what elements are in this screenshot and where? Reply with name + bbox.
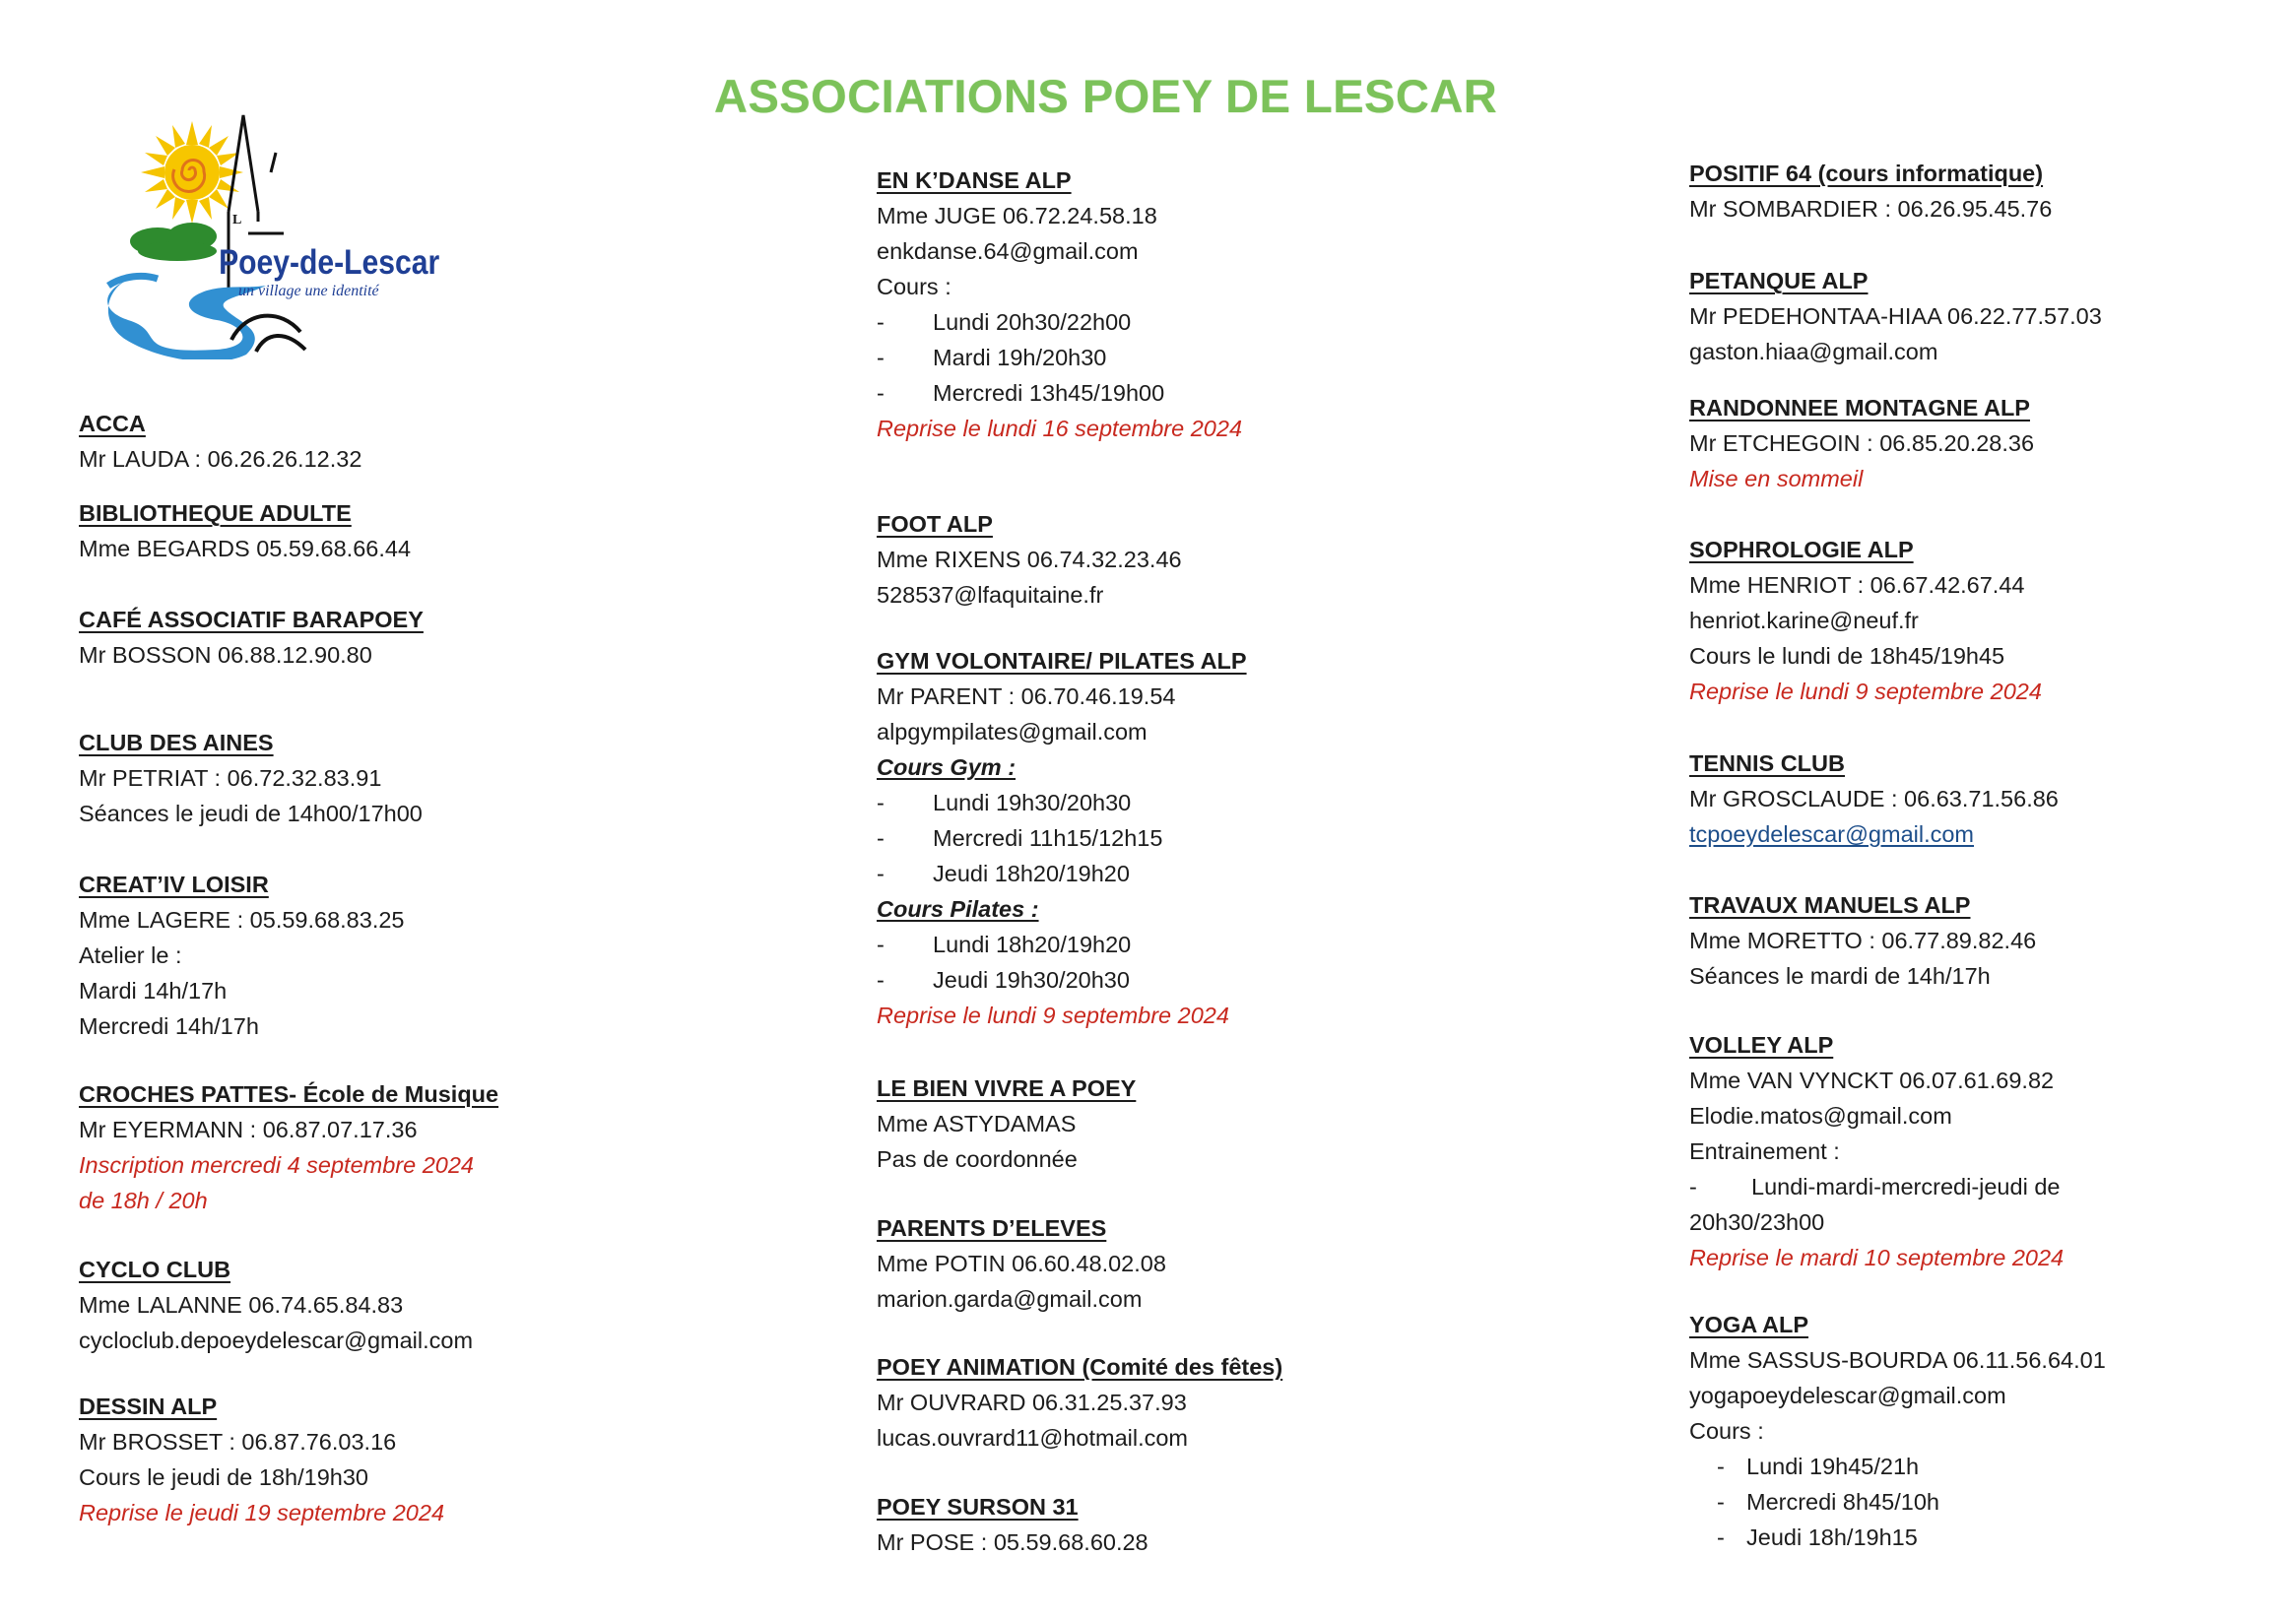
email: alpgympilates@gmail.com — [877, 719, 1148, 745]
contact: Mr ETCHEGOIN : 06.85.20.28.36 — [1689, 430, 2035, 456]
assoc-poey-surson — [877, 1489, 1468, 1560]
contact: Mr GROSCLAUDE : 06.63.71.56.86 — [1689, 786, 2059, 811]
contact: Mme LALANNE 06.74.65.84.83 — [79, 1292, 404, 1318]
schedule-heading: Cours Gym : — [877, 754, 1017, 780]
assoc-name: POEY ANIMATION (Comité des fêtes) — [877, 1354, 1283, 1380]
contact: Mr PETRIAT : 06.72.32.83.91 — [79, 765, 382, 791]
contact: Mr SOMBARDIER : 06.26.95.45.76 — [1689, 196, 2053, 222]
assoc-name: CYCLO CLUB — [79, 1257, 231, 1282]
assoc-petanque — [1689, 263, 2280, 369]
contact: Mr LAUDA : 06.26.26.12.32 — [79, 446, 362, 472]
assoc-name: EN K’DANSE ALP — [877, 167, 1072, 193]
assoc-volley — [1689, 1027, 2280, 1275]
contact: Mme MORETTO : 06.77.89.82.46 — [1689, 928, 2037, 953]
contact: Mme VAN VYNCKT 06.07.61.69.82 — [1689, 1068, 2055, 1093]
assoc-name: PETANQUE ALP — [1689, 268, 1869, 293]
schedule-item: - Mardi 19h/20h30 — [877, 345, 1107, 370]
assoc-name: CLUB DES AINES — [79, 730, 274, 755]
contact: Mme ASTYDAMAS — [877, 1111, 1077, 1136]
assoc-cyclo-club — [79, 1252, 670, 1358]
logo-tagline: un village une identité — [238, 283, 379, 299]
assoc-travaux-manuels — [1689, 887, 2280, 994]
assoc-dessin — [79, 1389, 670, 1530]
assoc-name: LE BIEN VIVRE A POEY — [877, 1075, 1137, 1101]
contact: Mme POTIN 06.60.48.02.08 — [877, 1251, 1166, 1276]
assoc-parents-eleves — [877, 1210, 1468, 1317]
assoc-name: GYM VOLONTAIRE/ PILATES ALP — [877, 648, 1247, 674]
schedule-heading: Entrainement : — [1689, 1138, 1840, 1164]
schedule-item: - Jeudi 18h/19h15 — [1717, 1524, 1918, 1550]
contact: Mr OUVRARD 06.31.25.37.93 — [877, 1390, 1187, 1415]
notice: Reprise le mardi 10 septembre 2024 — [1689, 1245, 2065, 1270]
schedule-item: - Jeudi 18h20/19h20 — [877, 861, 1130, 886]
email-link[interactable]: tcpoeydelescar@gmail.com — [1689, 821, 1974, 847]
assoc-name: ACCA — [79, 411, 146, 436]
email: yogapoeydelescar@gmail.com — [1689, 1383, 2006, 1408]
email: marion.garda@gmail.com — [877, 1286, 1143, 1312]
assoc-name: POSITIF 64 (cours informatique) — [1689, 161, 2044, 186]
schedule-item: - Mercredi 13h45/19h00 — [877, 380, 1165, 406]
email: lucas.ouvrard11@hotmail.com — [877, 1425, 1188, 1451]
assoc-sophrologie — [1689, 532, 2280, 709]
schedule: Séances le mardi de 14h/17h — [1689, 963, 1991, 989]
assoc-name: VOLLEY ALP — [1689, 1032, 1834, 1058]
assoc-cafe — [79, 602, 670, 673]
contact: Mr EYERMANN : 06.87.07.17.36 — [79, 1117, 418, 1142]
contact: Mme SASSUS-BOURDA 06.11.56.64.01 — [1689, 1347, 2106, 1373]
assoc-croches-pattes — [79, 1076, 670, 1218]
assoc-name: CREAT’IV LOISIR — [79, 872, 269, 897]
notice: Reprise le lundi 9 septembre 2024 — [877, 1003, 1229, 1028]
assoc-yoga — [1689, 1307, 2280, 1555]
contact: Mr PEDEHONTAA-HIAA 06.22.77.57.03 — [1689, 303, 2102, 329]
assoc-enk-danse — [877, 162, 1468, 446]
email: gaston.hiaa@gmail.com — [1689, 339, 1938, 364]
contact: Mme HENRIOT : 06.67.42.67.44 — [1689, 572, 2025, 598]
contact: Mr POSE : 05.59.68.60.28 — [877, 1529, 1148, 1555]
schedule-item: - Lundi 20h30/22h00 — [877, 309, 1132, 335]
contact: Mme BEGARDS 05.59.68.66.44 — [79, 536, 412, 561]
schedule-item: - Mercredi 8h45/10h — [1717, 1489, 1939, 1515]
schedule-item: 20h30/23h00 — [1689, 1209, 1825, 1235]
schedule-item: - Lundi 19h30/20h30 — [877, 790, 1132, 815]
assoc-name: TENNIS CLUB — [1689, 750, 1845, 776]
email: Elodie.matos@gmail.com — [1689, 1103, 1952, 1129]
schedule-item: - Lundi 18h20/19h20 — [877, 932, 1132, 957]
assoc-name: CAFÉ ASSOCIATIF BARAPOEY — [79, 607, 424, 632]
schedule: Cours le jeudi de 18h/19h30 — [79, 1464, 368, 1490]
contact-note: Pas de coordonnée — [877, 1146, 1078, 1172]
assoc-positif-64 — [1689, 156, 2280, 227]
assoc-name: SOPHROLOGIE ALP — [1689, 537, 1914, 562]
assoc-name: TRAVAUX MANUELS ALP — [1689, 892, 1971, 918]
assoc-bibliotheque — [79, 495, 670, 566]
assoc-name: POEY SURSON 31 — [877, 1494, 1079, 1520]
assoc-name: FOOT ALP — [877, 511, 993, 537]
assoc-club-des-aines — [79, 725, 670, 831]
email: cycloclub.depoeydelescar@gmail.com — [79, 1328, 474, 1353]
email: henriot.karine@neuf.fr — [1689, 608, 1919, 633]
notice: Reprise le lundi 16 septembre 2024 — [877, 416, 1243, 441]
schedule-item: - Jeudi 19h30/20h30 — [877, 967, 1130, 993]
schedule: Séances le jeudi de 14h00/17h00 — [79, 801, 423, 826]
notice: Reprise le jeudi 19 septembre 2024 — [79, 1500, 445, 1525]
assoc-name: BIBLIOTHEQUE ADULTE — [79, 500, 352, 526]
schedule-heading: Cours : — [1689, 1418, 1764, 1444]
schedule: Mercredi 14h/17h — [79, 1013, 259, 1039]
schedule: Cours le lundi de 18h45/19h45 — [1689, 643, 2005, 669]
schedule-item: - Mercredi 11h15/12h15 — [877, 825, 1163, 851]
assoc-foot — [877, 506, 1468, 613]
assoc-poey-animation — [877, 1349, 1468, 1456]
notice: de 18h / 20h — [79, 1188, 208, 1213]
poey-de-lescar-logo — [98, 113, 488, 359]
page-title: ASSOCIATIONS POEY DE LESCAR — [714, 70, 1498, 122]
contact: Mme JUGE 06.72.24.58.18 — [877, 203, 1157, 228]
assoc-name: CROCHES PATTES- École de Musique — [79, 1081, 499, 1107]
assoc-tennis-club — [1689, 746, 2280, 852]
schedule-heading: Cours : — [877, 274, 951, 299]
contact: Mr PARENT : 06.70.46.19.54 — [877, 683, 1176, 709]
schedule-heading: Cours Pilates : — [877, 896, 1039, 922]
assoc-creativ-loisir — [79, 867, 670, 1044]
notice: Mise en sommeil — [1689, 466, 1864, 491]
email: enkdanse.64@gmail.com — [877, 238, 1139, 264]
schedule-item: - Lundi-mardi-mercredi-jeudi de — [1689, 1174, 2061, 1200]
contact: Mr BROSSET : 06.87.76.03.16 — [79, 1429, 397, 1455]
assoc-gym-pilates — [877, 643, 1468, 1033]
email: 528537@lfaquitaine.fr — [877, 582, 1104, 608]
assoc-bien-vivre — [877, 1070, 1468, 1177]
assoc-name: RANDONNEE MONTAGNE ALP — [1689, 395, 2030, 421]
logo-name: Poey-de-Lescar — [219, 241, 440, 282]
contact: Mme RIXENS 06.74.32.23.46 — [877, 547, 1182, 572]
contact: Mme LAGERE : 05.59.68.83.25 — [79, 907, 405, 933]
schedule-item: - Lundi 19h45/21h — [1717, 1454, 1920, 1479]
schedule: Atelier le : — [79, 942, 182, 968]
assoc-name: DESSIN ALP — [79, 1394, 218, 1419]
contact: Mr BOSSON 06.88.12.90.80 — [79, 642, 372, 668]
notice: Inscription mercredi 4 septembre 2024 — [79, 1152, 475, 1178]
schedule: Mardi 14h/17h — [79, 978, 228, 1004]
assoc-randonnee — [1689, 390, 2280, 496]
assoc-name: YOGA ALP — [1689, 1312, 1808, 1337]
svg-text:L: L — [232, 213, 242, 227]
assoc-acca — [79, 406, 670, 477]
notice: Reprise le lundi 9 septembre 2024 — [1689, 679, 2042, 704]
assoc-name: PARENTS D’ELEVES — [877, 1215, 1107, 1241]
tree-icon — [130, 223, 217, 261]
